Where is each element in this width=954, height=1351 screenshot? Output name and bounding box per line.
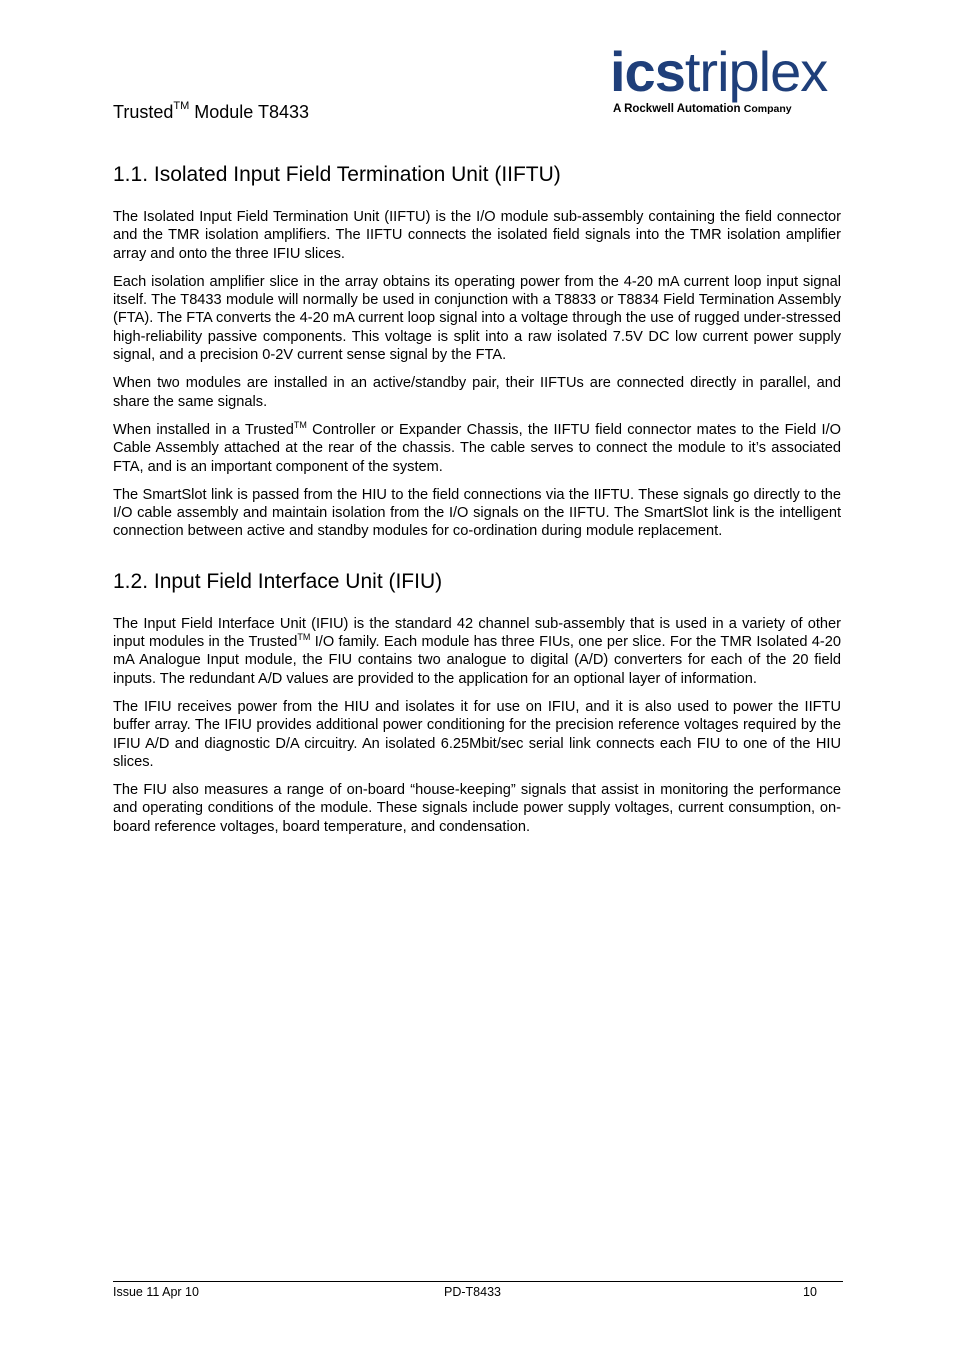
paragraph: The Isolated Input Field Termination Unit (IIFTU) is the I/O module sub-assembly containing the field connector and the TMR isolation amplifiers. The IIFTU connects the isolated field signals into the TMR isolation amplifier array and onto the three IFIU slices. (113, 209, 841, 262)
section-iiftu (113, 162, 841, 541)
paragraph-text: Controller or Expander Chassis, the IIFTU field connector mates to the Field I/O Cable Assembly attached at the rear of the chassis. The cable serves to connect the module to it’s associated FTA, and is an important component of the system. (113, 421, 841, 475)
logo-word-light: triplex (684, 40, 828, 103)
section-ifiu (113, 569, 841, 836)
section-heading: 1.2. Input Field Interface Unit (IFIU) (113, 569, 443, 593)
logo-word-bold: ics (610, 40, 685, 103)
logo-tagline-main: A Rockwell Automation (613, 103, 741, 115)
footer-page-number: 10 (803, 1285, 817, 1299)
footer-divider (113, 1281, 843, 1282)
trademark-mark: TM (297, 632, 311, 643)
paragraph (113, 615, 841, 688)
paragraph: Each isolation amplifier slice in the array obtains its operating power from the 4-20 mA current loop input signal itself. The T8433 module will normally be used in conjunction with a T8833 or T8834 Field Termination Assembly (FTA). The FTA converts the 4-20 mA current loop signal into a voltage through the use of rugged under-stressed high-reliability passive components. This voltage is split into a raw isolated 7.5V DC low current power supply signal, and a precision 0-2V current sense signal by the FTA. (113, 273, 841, 364)
header-product: Trusted (113, 102, 174, 122)
document-body (113, 162, 841, 846)
logo-tagline (613, 103, 792, 115)
paragraph-text: The Input Field Interface Unit (IFIU) is the standard 42 channel sub-assembly that is used in a variety of other input modules in the Trusted (113, 615, 841, 651)
running-header (113, 100, 309, 124)
footer-issue: Issue 11 Apr 10 (113, 1285, 199, 1299)
paragraph: The IFIU receives power from the HIU and isolates it for use on IFIU, and it is also used to power the IIFTU buffer array. The IFIU provides additional power conditioning for the precision reference voltages required by the IFIU A/D and diagnostic D/A circuitry. An isolated 6.25Mbit/sec serial link connects each FIU to one of the HIU slices. (113, 698, 841, 770)
header-trademark: TM (173, 100, 190, 112)
company-logo (610, 42, 845, 122)
paragraph-text: When installed in a Trusted (113, 421, 294, 438)
paragraph: The FIU also measures a range of on-board “house-keeping” signals that assist in monitoring the performance and operating conditions of the module. These signals include power supply voltages, current consumption, on-board reference voltages, board temperature, and condensation. (113, 782, 841, 835)
logo-tagline-small: Company (743, 103, 792, 115)
header-module: Module T8433 (194, 102, 310, 122)
paragraph-text: I/O family. Each module has three FIUs, one per slice. For the TMR Isolated 4-20 mA Analogue Input module, the FIU contains two analogue to digital (A/D) converters for each of the 20 field inputs. The redundant A/D values are provided to the application for an optional layer of information. (113, 634, 841, 687)
paragraph: When two modules are installed in an active/standby pair, their IIFTUs are connected directly in parallel, and share the same signals. (113, 375, 841, 410)
paragraph: The SmartSlot link is passed from the HIU to the field connections via the IIFTU. These signals go directly to the I/O cable assembly and maintain isolation from the I/O signals on the IIFTU. The SmartSlot link is the intelligent connection between active and standby modules for co-ordination during module replacement. (113, 486, 841, 540)
section-heading: 1.1. Isolated Input Field Termination Unit (IIFTU) (113, 163, 561, 186)
logo-wordmark (610, 42, 827, 102)
trademark-mark: TM (293, 420, 307, 431)
paragraph (113, 421, 841, 476)
footer-doc-id: PD-T8433 (444, 1285, 501, 1299)
